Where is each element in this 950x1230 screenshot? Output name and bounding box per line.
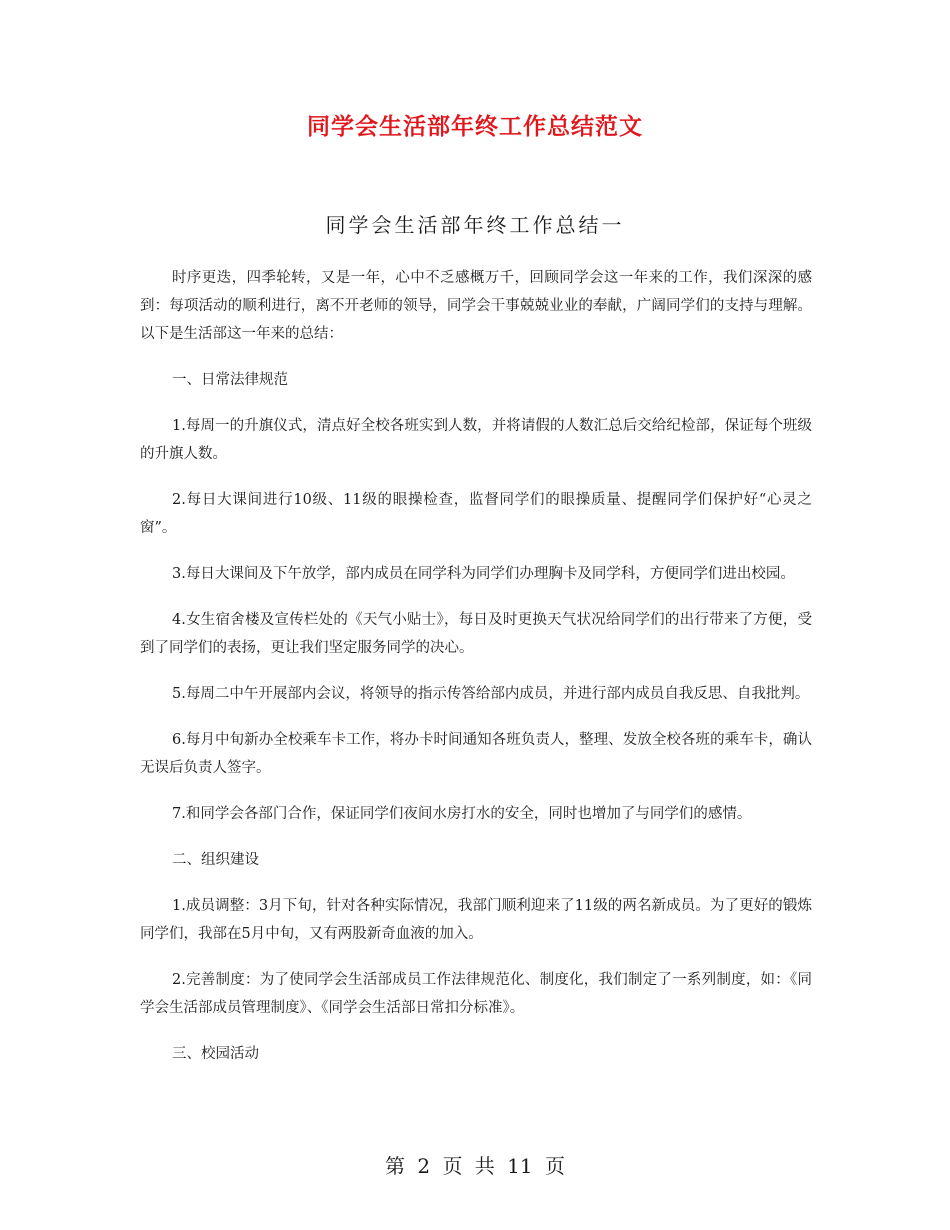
paragraph-org-2: 2.完善制度：为了使同学会生活部成员工作法律规范化、制度化，我们制定了一系列制度，如：《同学会生活部成员管理制度》、《同学会生活部日常扣分标准》。 bbox=[140, 972, 812, 1016]
document-title: 同学会生活部年终工作总结范文 bbox=[307, 113, 643, 140]
paragraph-item-7: 7.和同学会各部门合作，保证同学们夜间水房打水的安全，同时也增加了与同学们的感情。 bbox=[172, 806, 752, 822]
paragraph-item-1: 1.每周一的升旗仪式，清点好全校各班实到人数，并将请假的人数汇总后交给纪检部，保证每个班级的升旗人数。 bbox=[140, 418, 812, 462]
paragraph-org-1: 1.成员调整：3月下旬，针对各种实际情况，我部门顺利迎来了11级的两名新成员。为了更好的锻炼同学们，我部在5月中旬，又有两股新奇血液的加入。 bbox=[140, 898, 812, 942]
heading-campus-activities: 三、校园活动 bbox=[172, 1046, 259, 1062]
heading-daily-rules: 一、日常法律规范 bbox=[172, 372, 288, 388]
paragraph-item-2: 2.每日大课间进行10级、11级的眼操检查，监督同学们的眼操质量、提醒同学们保护好“心灵之窗”。 bbox=[140, 492, 812, 536]
heading-organization: 二、组织建设 bbox=[172, 852, 259, 868]
paragraph-intro: 时序更迭，四季轮转，又是一年，心中不乏感概万千，回顾同学会这一年来的工作，我们深深的感到：每项活动的顺利进行，离不开老师的领导，同学会干事兢兢业业的奉献，广阔同学们的支持与理解。以下是生活部这一年来的总结： bbox=[140, 270, 812, 342]
section-title: 同学会生活部年终工作总结一 bbox=[325, 213, 625, 237]
paragraph-item-5: 5.每周二中午开展部内会议，将领导的指示传答给部内成员，并进行部内成员自我反思、自我批判。 bbox=[172, 686, 810, 702]
paragraph-item-4: 4.女生宿舍楼及宣传栏处的《天气小贴士》，每日及时更换天气状况给同学们的出行带来了方便，受到了同学们的表扬，更让我们坚定服务同学的决心。 bbox=[140, 612, 812, 656]
paragraph-item-6: 6.每月中旬新办全校乘车卡工作，将办卡时间通知各班负责人，整理、发放全校各班的乘车卡，确认无误后负责人签字。 bbox=[140, 732, 812, 776]
document-body bbox=[140, 264, 812, 1086]
paragraph-item-3: 3.每日大课间及下午放学，部内成员在同学科为同学们办理胸卡及同学科，方便同学们进出校园。 bbox=[172, 566, 795, 582]
page-footer: 第 2 页 共 11 页 bbox=[385, 1154, 565, 1178]
